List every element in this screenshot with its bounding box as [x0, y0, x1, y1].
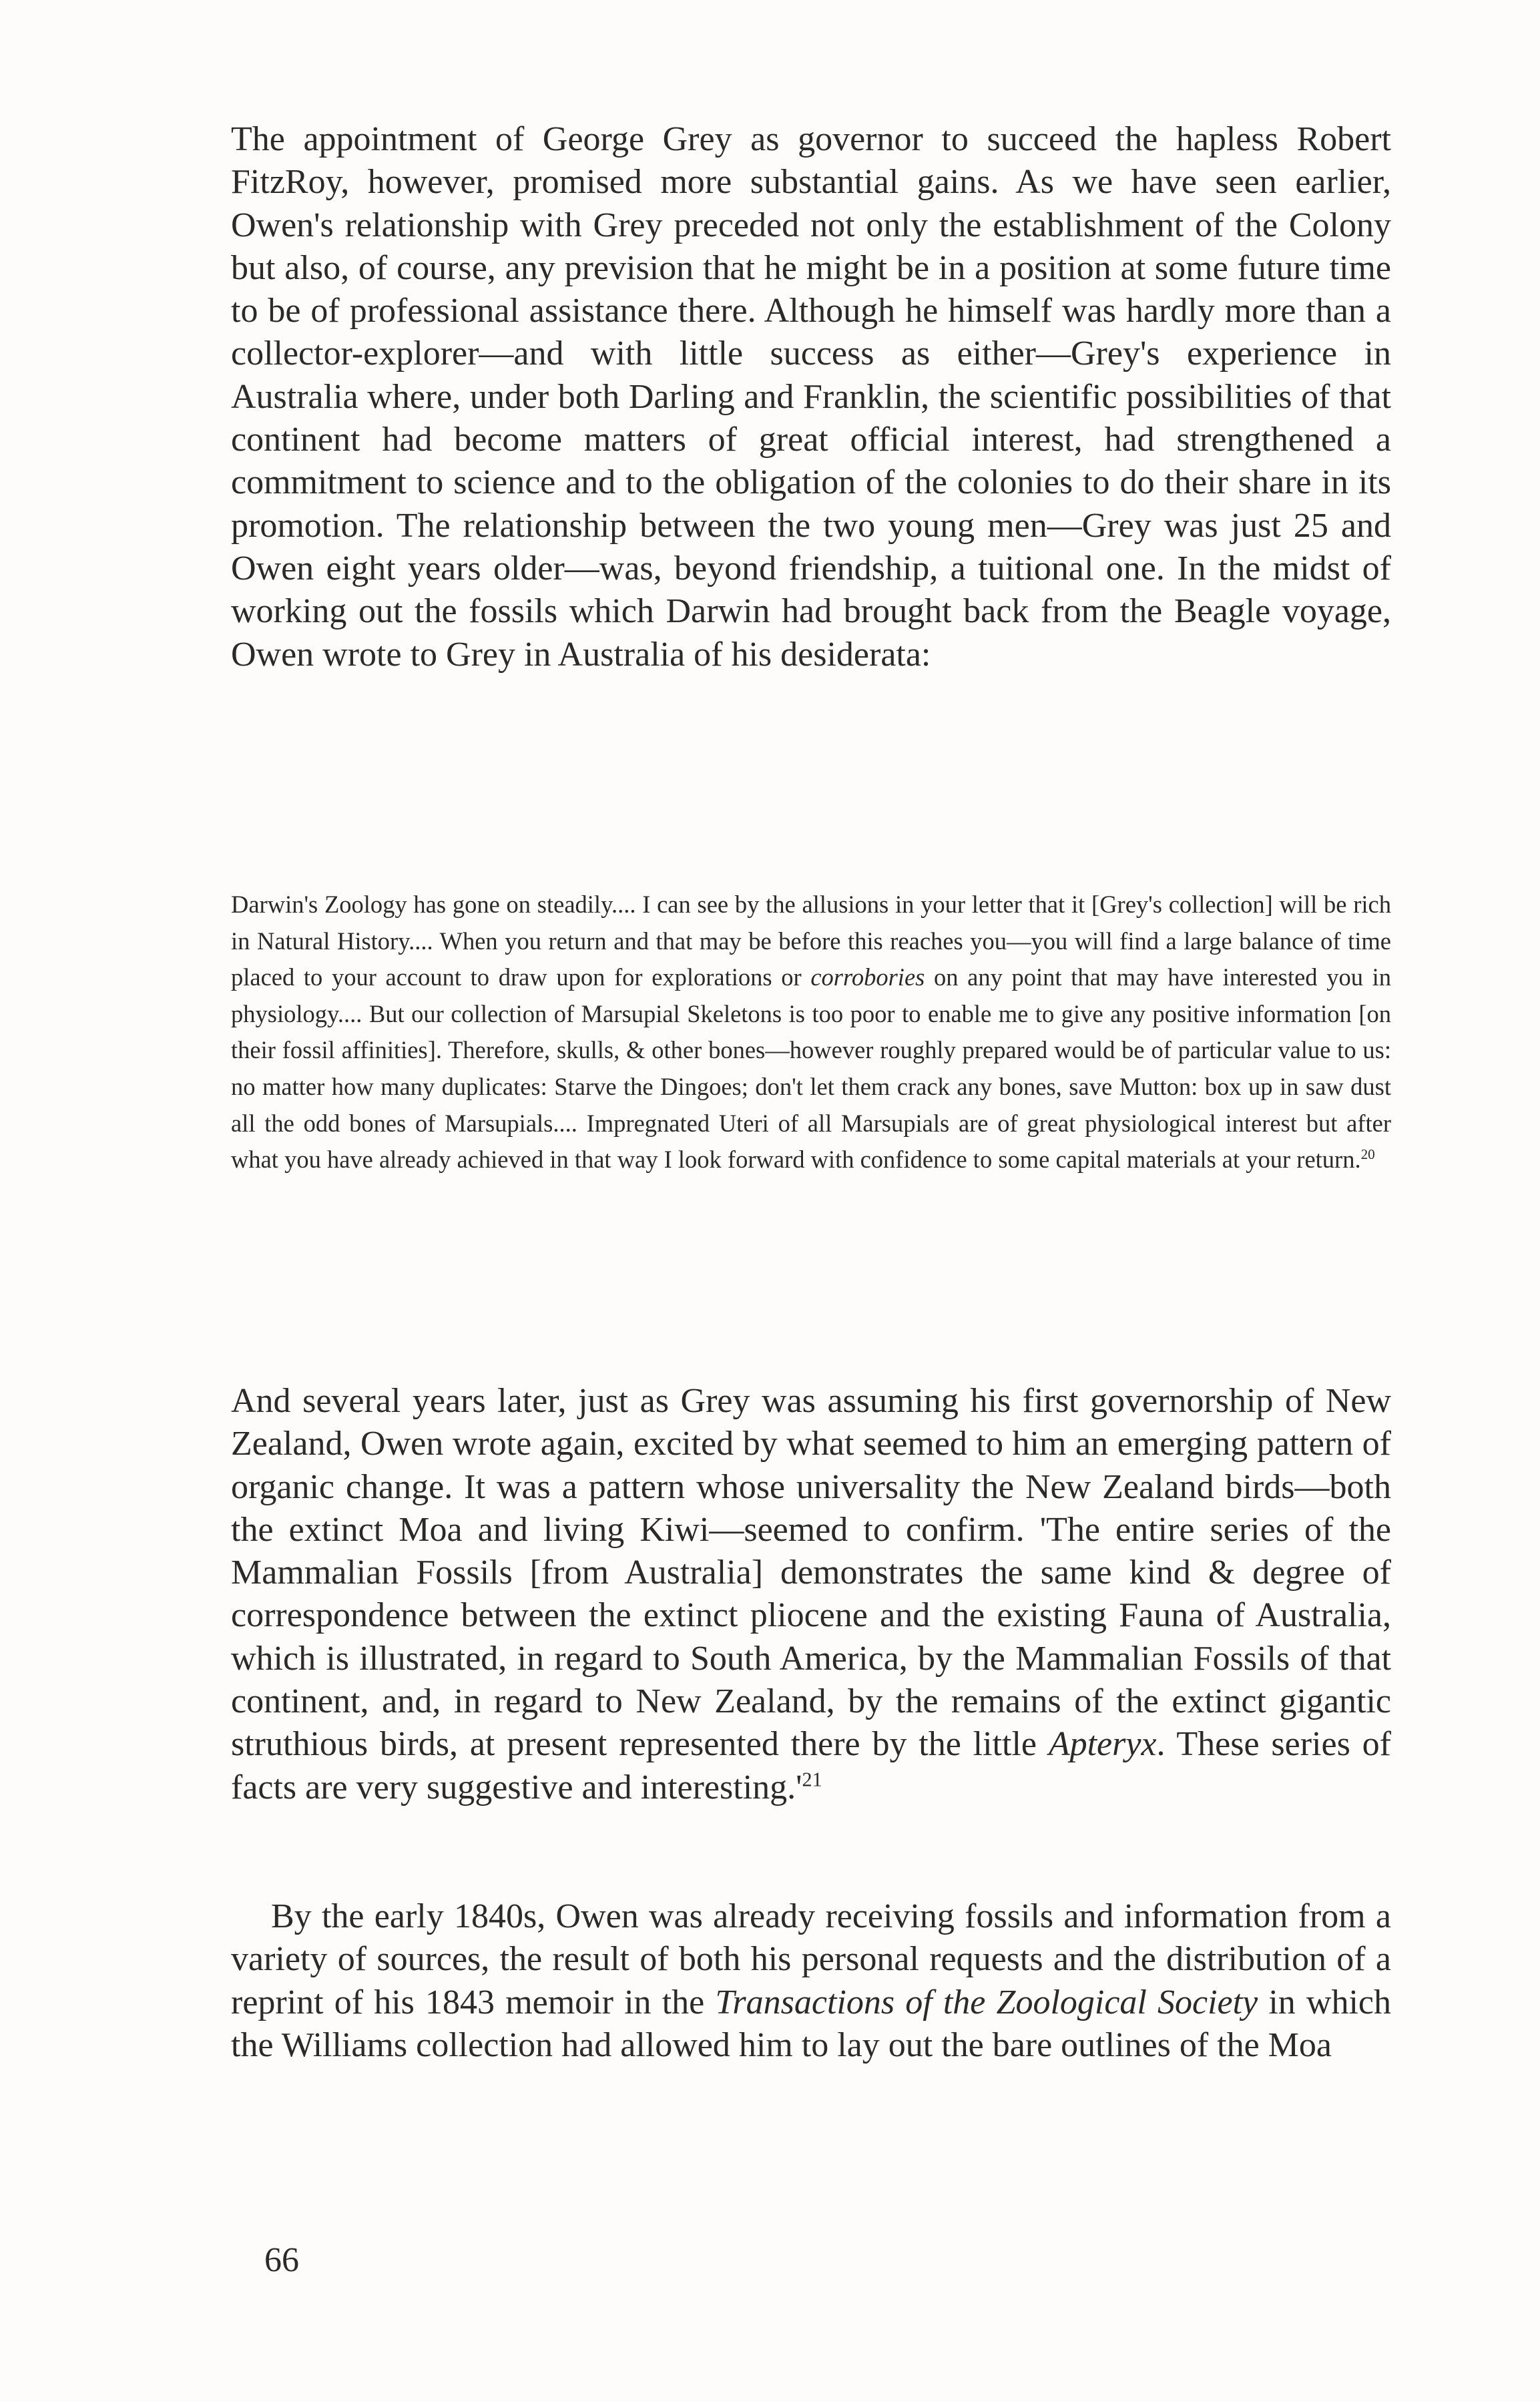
paragraph-early-1840s	[231, 1895, 1391, 2067]
footnote-ref-20: 20	[1360, 1146, 1375, 1162]
italic-transactions-zoological-society: Transactions of the Zoological Society	[715, 1983, 1258, 2021]
paragraph-text-part-2: . These series of facts are very suggestive and interesting.'	[231, 1725, 1391, 1807]
quote-text-part-2: on any point that may have interested you in physiology.... But our collection of Marsupial Skeletons is too poor to enable me to give any positive information [on their fossil affinities]. Therefore, skulls, & other bones—however roughly prepared would be of particular value to us: no matter how many duplicates: Starve the Dingoes; don't let them crack any bones, save Mutton: box up in saw dust all the odd bones of Marsupials.... Impregnated Uteri of all Marsupials are of great physiological interest but after what you have already achieved in that way I look forward with confidence to some capital materials at your return.	[231, 963, 1391, 1174]
page-number: 66	[264, 2241, 299, 2279]
italic-apteryx: Apteryx	[1048, 1725, 1157, 1764]
paragraph-grey-appointment	[231, 118, 1391, 676]
quote-italic-corrobories: corrobories	[810, 963, 925, 991]
paragraph-owen-wrote-again	[231, 1380, 1391, 1809]
footnote-ref-21: 21	[802, 1768, 822, 1791]
quoted-letter-darwin-zoology	[231, 887, 1391, 1178]
paragraph-text-part-2: in which the Williams collection had allowed him to lay out the bare outlines of the Moa	[231, 1983, 1391, 2064]
paragraph-text: The appointment of George Grey as governor to succeed the hapless Robert FitzRoy, however, promised more substantial gains. As we have seen earlier, Owen's relationship with Grey preceded not only the establishment of the Colony but also, of course, any prevision that he might be in a position at some future time to be of professional assistance there. Although he himself was hardly more than a collector-explorer—and with little success as either—Grey's experience in Australia where, under both Darling and Franklin, the scientific possibilities of that continent had become matters of great official interest, had strengthened a commitment to science and to the obligation of the colonies to do their share in its promotion. The relationship between the two young men—Grey was just 25 and Owen eight years older—was, beyond friendship, a tuitional one. In the midst of working out the fossils which Darwin had brought back from the Beagle voyage, Owen wrote to Grey in Australia of his desiderata:	[231, 120, 1391, 674]
paragraph-text-part-1: By the early 1840s, Owen was already receiving fossils and information from a variety of sources, the result of both his personal requests and the distribution of a reprint of his 1843 memoir in the	[231, 1897, 1391, 2021]
quote-text-part-1: Darwin's Zoology has gone on steadily.... I can see by the allusions in your letter that it [Grey's collection] will be rich in Natural History.... When you return and that may be before this reaches you—you will find a large balance of time placed to your account to draw upon for explorations or	[231, 891, 1391, 991]
paragraph-text-part-1: And several years later, just as Grey was assuming his first governorship of New Zealand, Owen wrote again, excited by what seemed to him an emerging pattern of organic change. It was a pattern whose universality the New Zealand birds—both the extinct Moa and living Kiwi—seemed to confirm. 'The entire series of the Mammalian Fossils [from Australia] demonstrates the same kind & degree of correspondence between the extinct pliocene and the existing Fauna of Australia, which is illustrated, in regard to South America, by the Mammalian Fossils of that continent, and, in regard to New Zealand, by the remains of the extinct gigantic struthious birds, at present represented there by the little	[231, 1382, 1391, 1764]
